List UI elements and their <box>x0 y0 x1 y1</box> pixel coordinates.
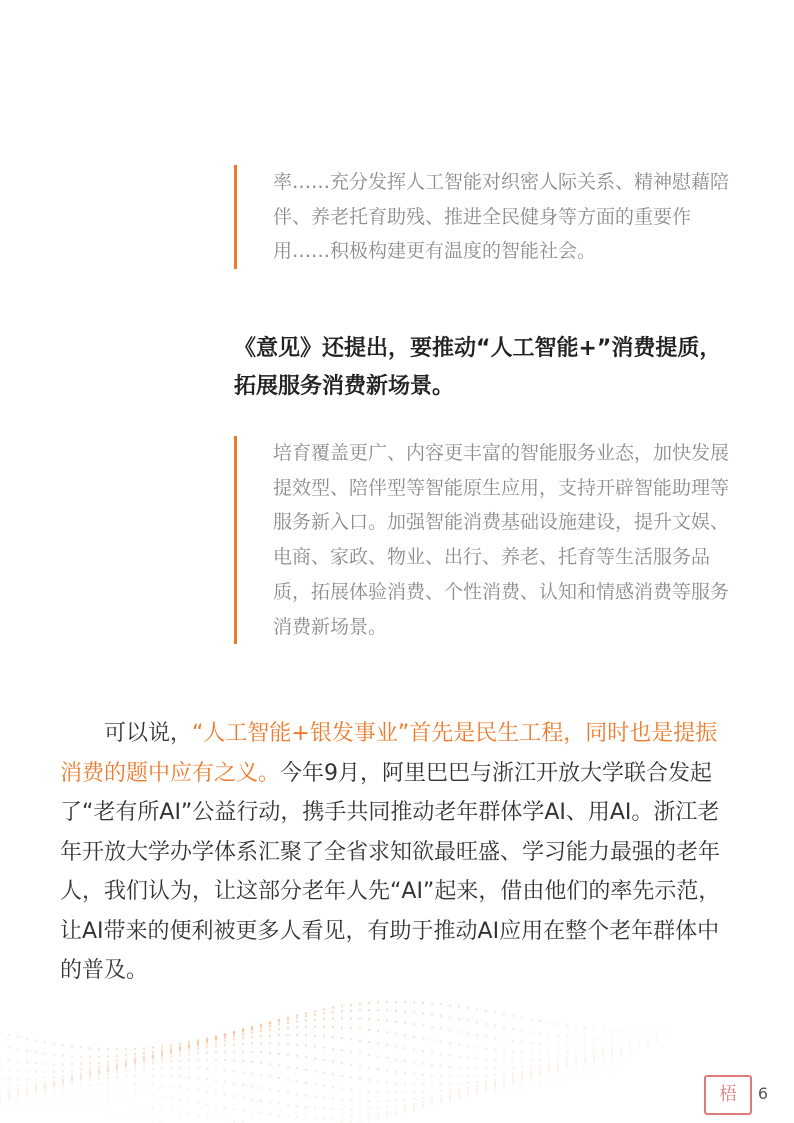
quote-block-1 <box>234 165 733 269</box>
quote-text-2: 培育覆盖更广、内容更丰富的智能服务业态，加快发展提效型、陪伴型等智能原生应用，支持开辟智能助理等服务新入口。加强智能消费基础设施建设，提升文娱、电商、家政、物业、出行、养老、托育等生活服务品质，拓展体验消费、个性消费、认知和情感消费等服务消费新场景。 <box>273 442 730 638</box>
body-highlight: “人工智能+银发事业”首先是民生工程，同时也是提振消费的题中应有之义。 <box>60 721 718 786</box>
quote-block-2 <box>234 436 733 644</box>
seal-stamp-text: 梧 <box>719 1084 737 1105</box>
page-number: 6 <box>757 1084 768 1103</box>
body-lead: 可以说， <box>104 721 193 746</box>
decorative-dot-wave <box>0 983 794 1123</box>
seal-stamp <box>704 1075 752 1115</box>
body-paragraph <box>60 714 732 991</box>
section-heading: 《意见》还提出，要推动“人工智能+”消费提质，拓展服务消费新场景。 <box>234 336 722 399</box>
quote-text-1: 率……充分发挥人工智能对织密人际关系、精神慰藉陪伴、养老托育助残、推进全民健身等方面的重要作用……积极构建更有温度的智能社会。 <box>273 171 730 263</box>
body-rest: 今年9月，阿里巴巴与浙江开放大学联合发起了“老有所AI”公益行动，携手共同推动老年群体学AI、用AI。浙江老年开放大学办学体系汇聚了全省求知欲最旺盛、学习能力最强的老年人，我们认为，让这部分老年人先“AI”起来，借由他们的率先示范，让AI带来的便利被更多人看见，有助于推动AI应用在整个老年群体中的普及。 <box>60 760 721 983</box>
